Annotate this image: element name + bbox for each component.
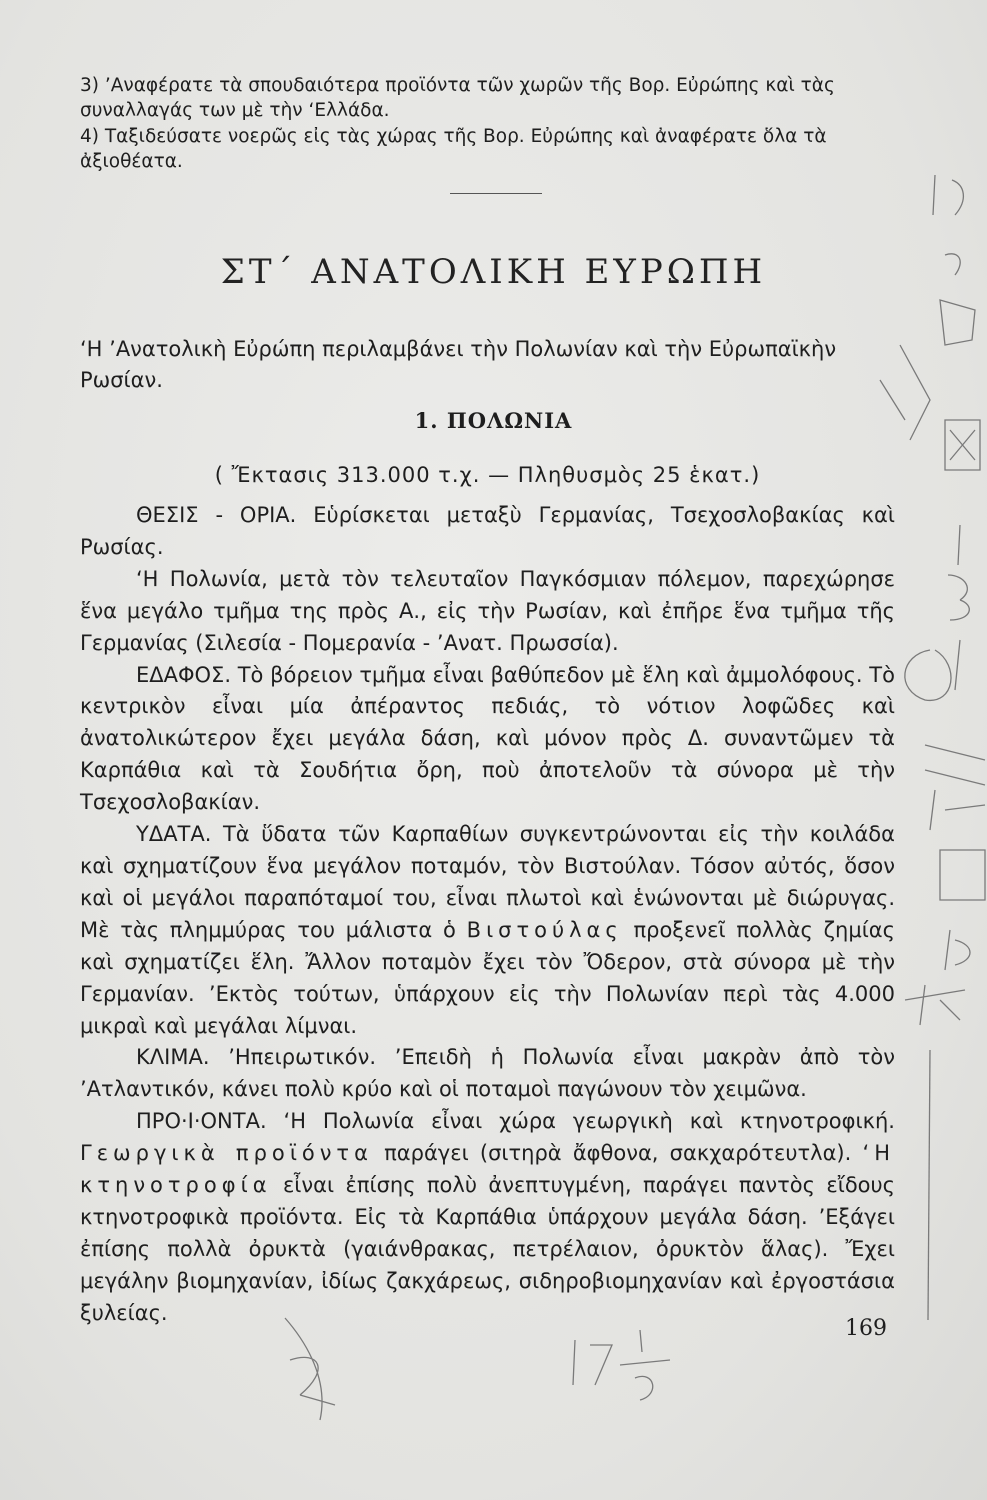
margin-box-2 [940,850,985,900]
bottom-fraction-scribble [285,1318,335,1420]
waters-text-2: προξενεῖ πολλὰς ζημίας καὶ σχηματίζει ἕλη. Ἄλλον ποταμὸν ἔχει τὸν Ὄδερον, στὰ σύνορα μὲ τὴν Γερμανίαν. ’Εκτὸς τούτων, ὑπάρχουν εἰς τὴν Πολωνίαν περὶ τὰς 4.000 μικραὶ καὶ μεγάλαι λίμναι. [80,917,895,1038]
section-divider [450,193,542,194]
paragraph-waters [80,819,895,1042]
margin-scribble-5 [925,745,985,830]
margin-scribble-7 [905,985,965,1025]
soil-label: ΕΔΑΦΟΣ. [136,662,232,687]
margin-scribble-1 [933,175,963,215]
body-text [80,500,895,1330]
question-4: 4) Ταξιδεύσατε νοερῶς εἰς τὰς χώρας τῆς Βορ. Εὐρώπης καὶ ἀναφέρατε ὅλα τὰ ἀξιοθέατα. [80,126,827,172]
climate-text: ’Ηπειρωτικόν. ’Επειδὴ ἡ Πολωνία εἶναι μακρὰν ἀπὸ τὸν ’Ατλαντικόν, κάνει πολὺ κρύο καὶ οἱ ποταμοὶ παγώνουν τὸν χειμῶνα. [80,1045,895,1102]
section-intro: ‘Η ’Ανατολικὴ Εὐρώπη περιλαμβάνει τὴν Πολωνίαν καὶ τὴν Εὐρωπαϊκὴν Ρωσίαν. [80,337,837,392]
thesis-text: Εὑρίσκεται μεταξὺ Γερμανίας, Τσεχοσλοβακίας καὶ Ρωσίας. [80,503,895,559]
margin-scribble-6 [945,930,970,970]
margin-line [928,1050,930,1320]
waters-label: ΥΔΑΤΑ. [136,822,212,847]
paragraph-history: ‘Η Πολωνία, μετὰ τὸν τελευταῖον Παγκόσμιαν πόλεμον, παρεχώρησε ἕνα μεγάλο τμῆμα της πρὸς Α., εἰς τὴν Ρωσίαν, καὶ ἐπῆρε ἕνα τμῆμα τῆς Γερμανίας (Σιλεσία - Πομερανία - ’Ανατ. Πρωσσία). [80,566,895,655]
margin-loop-scribble [905,640,960,700]
paragraph-soil [80,660,895,820]
margin-scribble-4 [948,525,969,620]
page-number: 169 [845,1316,887,1341]
paragraph-thesis [80,500,895,564]
paragraph-climate [80,1042,895,1106]
subsection-heading: 1. ΠΟΛΩΝΙΑ [414,408,573,433]
waters-text-1: Τὰ ὕδατα τῶν Καρπαθίων συγκεντρώνονται εἰς τὴν κοιλάδα καὶ σχηματίζουν ἕνα μεγάλον ποταμόν, τὸν Βιστούλαν. Τόσον αὐτός, ὅσον καὶ οἱ μεγάλοι παραπόταμοί του, εἶναι πλωτοὶ καὶ ἑνώνονται μὲ διώρυγας. Μὲ τὰς πλημμύρας του μάλιστα ὁ [80,822,895,942]
products-label: ΠΡΟ·Ι·ΟΝΤΑ. [136,1109,267,1134]
paragraph-products [80,1106,895,1329]
soil-text: Τὸ βόρειον τμῆμα εἶναι βαθύπεδον μὲ ἕλη καὶ ἀμμολόφους. Τὸ κεντρικὸν εἶναι μία ἀπέραντος πεδιάς, τὸ νότιον λοφῶδες καὶ ἀνατολικώτερον ἔχει μεγάλα δάση, καὶ μόνον πρὸς Δ. συναντῶμεν τὰ Καρπάθια καὶ τὰ Σουδήτια ὄρη, ποὺ ἀποτελοῦν τὰ σύνορα μὲ τὴν Τσεχοσλοβακίαν. [80,662,895,815]
thesis-label: ΘΕΣΙΣ - ΟΡΙΑ. [136,503,297,527]
bottom-fraction-17 [573,1330,670,1400]
products-spaced-1: Γεωργικὰ προϊόντα [80,1141,373,1166]
products-text-1: ‘Η Πολωνία εἶναι χώρα γεωργικὴ καὶ κτηνοτροφική. [283,1109,895,1134]
section-heading: ΣΤ΄ ΑΝΑΤΟΛΙΚΗ ΕΥΡΩΠΗ [220,252,767,292]
products-text-2: παράγει (σιτηρὰ ἄφθονα, σακχαρότευτλα). [384,1141,852,1166]
question-3: 3) ’Αναφέρατε τὰ σπουδαιότερα προϊόντα τῶν χωρῶν τῆς Βορ. Εὐρώπης καὶ τὰς συναλλαγάς των μὲ τὴν ‘Ελλάδα. [80,75,835,121]
country-stats: ( Ἔκτασις 313.000 τ.χ. — Πληθυσμὸς 25 ἑκατ.) [214,463,761,487]
climate-label: ΚΛΙΜΑ. [136,1045,210,1070]
waters-river-name: Βιστούλας [466,917,623,942]
products-spaced-2: ‘Η κτηνοτροφία [80,1141,895,1198]
products-text-3: εἶναι ἐπίσης πολὺ ἀνεπτυγμένη, παράγει παντὸς εἴδους κτηνοτροφικὰ προϊόντα. Εἰς τὰ Καρπάθια ὑπάρχουν μεγάλα δάση. ’Εξάγει ἐπίσης πολλὰ ὀρυκτὰ (γαιάνθρακας, πετρέλαιον, ὀρυκτὸν ἅλας). Ἔχει μεγάλην βιομηχανίαν, ἰδίως ζακχάρεως, σιδηροβιομηχανίαν καὶ ἐργοστάσια ξυλείας. [80,1173,895,1325]
